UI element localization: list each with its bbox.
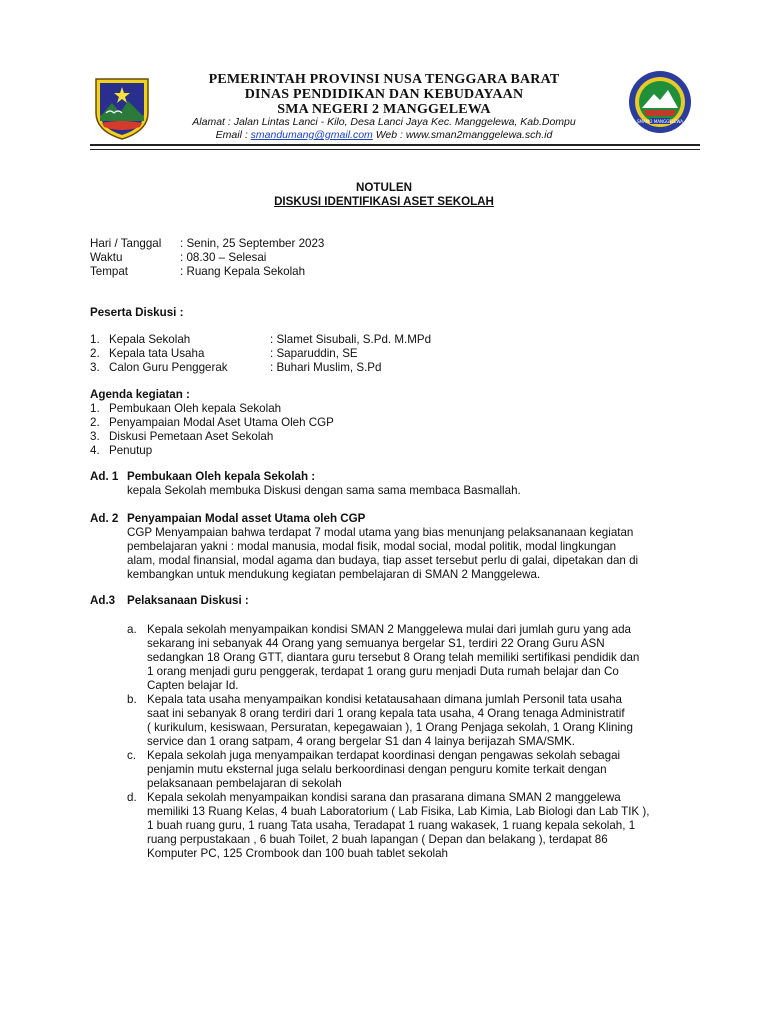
agenda-item: Penyampaian Modal Aset Utama Oleh CGP bbox=[109, 416, 334, 429]
ad3-item-line: memiliki 13 Ruang Kelas, 4 buah Laboratorium ( Lab Fisika, Lab Kimia, Lab Biologi dan Lab TIK ), bbox=[147, 805, 650, 818]
ad3-item-line: 1 orang menjadi guru penggerak, terdapat 1 orang guru menjadi Duta rumah belajar dan Co bbox=[147, 665, 619, 678]
info-label: Tempat bbox=[90, 265, 129, 278]
participant-name: : Slamet Sisubali, S.Pd. M.MPd bbox=[270, 333, 432, 346]
agenda-item: Penutup bbox=[109, 444, 153, 457]
ad3-item-line: sedangkan 18 Orang GTT, diantara guru tersebut 8 Orang telah memiliki sertifikasi pendidik dan bbox=[147, 651, 640, 664]
ad1-body: kepala Sekolah membuka Diskusi dengan sama sama membaca Basmallah. bbox=[127, 484, 521, 497]
ad3-item-line: pelaksanaan pembelajaran di sekolah bbox=[147, 777, 342, 790]
letterhead-address: Alamat : Jalan Lintas Lanci - Kilo, Desa Lanci Jaya Kec. Manggelewa, Kab.Dompu bbox=[192, 116, 576, 128]
ad3-item-letter: b. bbox=[127, 693, 137, 706]
ad3-item-line: sekarang ini sebanyak 44 Orang yang semuanya bergelar S1, terdiri 22 Orang Guru ASN bbox=[147, 637, 605, 650]
participant-num: 3. bbox=[90, 361, 100, 374]
letterhead-rule-thin bbox=[90, 149, 700, 150]
info-label: Hari / Tanggal bbox=[90, 237, 162, 250]
ad3-item-line: Komputer PC, 125 Crombook dan 100 buah tablet sekolah bbox=[147, 847, 448, 860]
letterhead-rule-thick bbox=[90, 144, 700, 146]
ad3-item-line: Capten belajar Id. bbox=[147, 679, 239, 692]
email-label: Email : bbox=[215, 129, 251, 141]
doc-subtitle bbox=[0, 195, 768, 209]
ad3-item-letter: c. bbox=[127, 749, 137, 762]
participant-role: Kepala tata Usaha bbox=[109, 347, 205, 360]
ad3-item-line: Kepala sekolah juga menyampaikan terdapat koordinasi dengan pengawas sekolah sebagai bbox=[147, 749, 621, 762]
participant-role: Kepala Sekolah bbox=[109, 333, 191, 346]
ad3-item-letter: d. bbox=[127, 791, 137, 804]
ad2-line: pembelajaran yakni : modal manusia, modal fisik, modal social, modal politik, modal lingkungan bbox=[127, 540, 617, 553]
ad3-item-line: Kepala sekolah menyampaikan kondisi SMAN 2 Manggelewa mulai dari jumlah guru yang ada bbox=[147, 623, 631, 636]
ad2-heading: Penyampaian Modal asset Utama oleh CGP bbox=[127, 512, 366, 525]
participant-num: 2. bbox=[90, 347, 100, 360]
ad3-item-line: 1 buah ruang guru, 1 ruang Tata usaha, Teradapat 1 ruang wakasek, 1 ruang kepala sekolah, 1 bbox=[147, 819, 636, 832]
ad2-line: alam, modal finansial, modal agama dan budaya, tiap asset tersebut perlu di galai, dipetakan dan di bbox=[127, 554, 639, 567]
ad3-item-line: Kepala sekolah menyampaikan kondisi sarana dan prasarana dimana SMAN 2 manggelewa bbox=[147, 791, 621, 804]
info-value: : 08.30 – Selesai bbox=[180, 251, 267, 264]
participant-name: : Buhari Muslim, S.Pd bbox=[270, 361, 382, 374]
ad3-item-line: ( kurikulum, kesiswaan, Persuratan, kepegawaian ), 1 Orang Penjaga sekolah, 1 Orang Klining bbox=[147, 721, 633, 734]
agenda-num: 3. bbox=[90, 430, 100, 443]
ad3-item-line: service dan 1 orang satpam, 4 orang bergelar S1 dan 4 lainya berijazah SMA/SMK. bbox=[147, 735, 575, 748]
ad2-line: kembangkan untuk mendukung kegiatan pembelajaran di SMAN 2 Manggelewa. bbox=[127, 568, 541, 581]
info-value: : Senin, 25 September 2023 bbox=[180, 237, 325, 250]
agenda-item: Diskusi Pemetaan Aset Sekolah bbox=[109, 430, 274, 443]
letterhead-line-2: DINAS PENDIDIKAN DAN KEBUDAYAAN bbox=[244, 87, 524, 102]
letterhead-line-1: PEMERINTAH PROVINSI NUSA TENGGARA BARAT bbox=[208, 72, 560, 87]
letterhead-line-3: SMA NEGERI 2 MANGGELEWA bbox=[277, 102, 491, 117]
ad3-item-letter: a. bbox=[127, 623, 137, 636]
ad2-line: CGP Menyampaian bahwa terdapat 7 modal utama yang bias menunjang pelaksananaan kegiatan bbox=[127, 526, 634, 539]
agenda-item: Pembukaan Oleh kepala Sekolah bbox=[109, 402, 282, 415]
info-label: Waktu bbox=[90, 251, 123, 264]
ad1-heading: Pembukaan Oleh kepala Sekolah : bbox=[127, 470, 316, 483]
ad2-label: Ad. 2 bbox=[90, 512, 119, 525]
ad1-label: Ad. 1 bbox=[90, 470, 119, 483]
ad3-label: Ad.3 bbox=[90, 594, 116, 607]
ad3-item-line: penjamin mutu eksternal juga selalu berkoordinasi dengan penguru komite terkait dengan bbox=[147, 763, 607, 776]
participant-role: Calon Guru Penggerak bbox=[109, 361, 228, 374]
agenda-num: 2. bbox=[90, 416, 100, 429]
agenda-num: 1. bbox=[90, 402, 100, 415]
ad3-item-line: ruang perpustakaan , 6 buah Toilet, 2 buah lapangan ( Depan dan belakang ), terdapat 86 bbox=[147, 833, 608, 846]
participant-name: : Saparuddin, SE bbox=[270, 347, 358, 360]
web-text: Web : www.sman2manggelewa.sch.id bbox=[372, 129, 553, 141]
letterhead-contact bbox=[0, 129, 768, 141]
agenda-num: 4. bbox=[90, 444, 100, 457]
school-emblem-text: SMAN 2 MANGGELEWA bbox=[637, 119, 683, 124]
ad3-item-line: Kepala tata usaha menyampaikan kondisi ketatausahaan dimana jumlah Personil tata usaha bbox=[147, 693, 623, 706]
info-value: : Ruang Kepala Sekolah bbox=[180, 265, 306, 278]
doc-title: NOTULEN bbox=[355, 181, 413, 194]
participant-num: 1. bbox=[90, 333, 100, 346]
participants-heading: Peserta Diskusi : bbox=[90, 306, 184, 319]
email-link[interactable]: smandumang@gmail.com bbox=[250, 129, 373, 141]
ad3-item-line: saat ini sebanyak 8 orang terdiri dari 1 orang kepala tata usaha, 4 Orang tenaga Administratif bbox=[147, 707, 625, 720]
ad3-heading: Pelaksanaan Diskusi : bbox=[127, 594, 249, 607]
doc-subtitle-text: DISKUSI IDENTIFIKASI ASET SEKOLAH bbox=[274, 195, 494, 208]
agenda-heading: Agenda kegiatan : bbox=[90, 388, 190, 401]
